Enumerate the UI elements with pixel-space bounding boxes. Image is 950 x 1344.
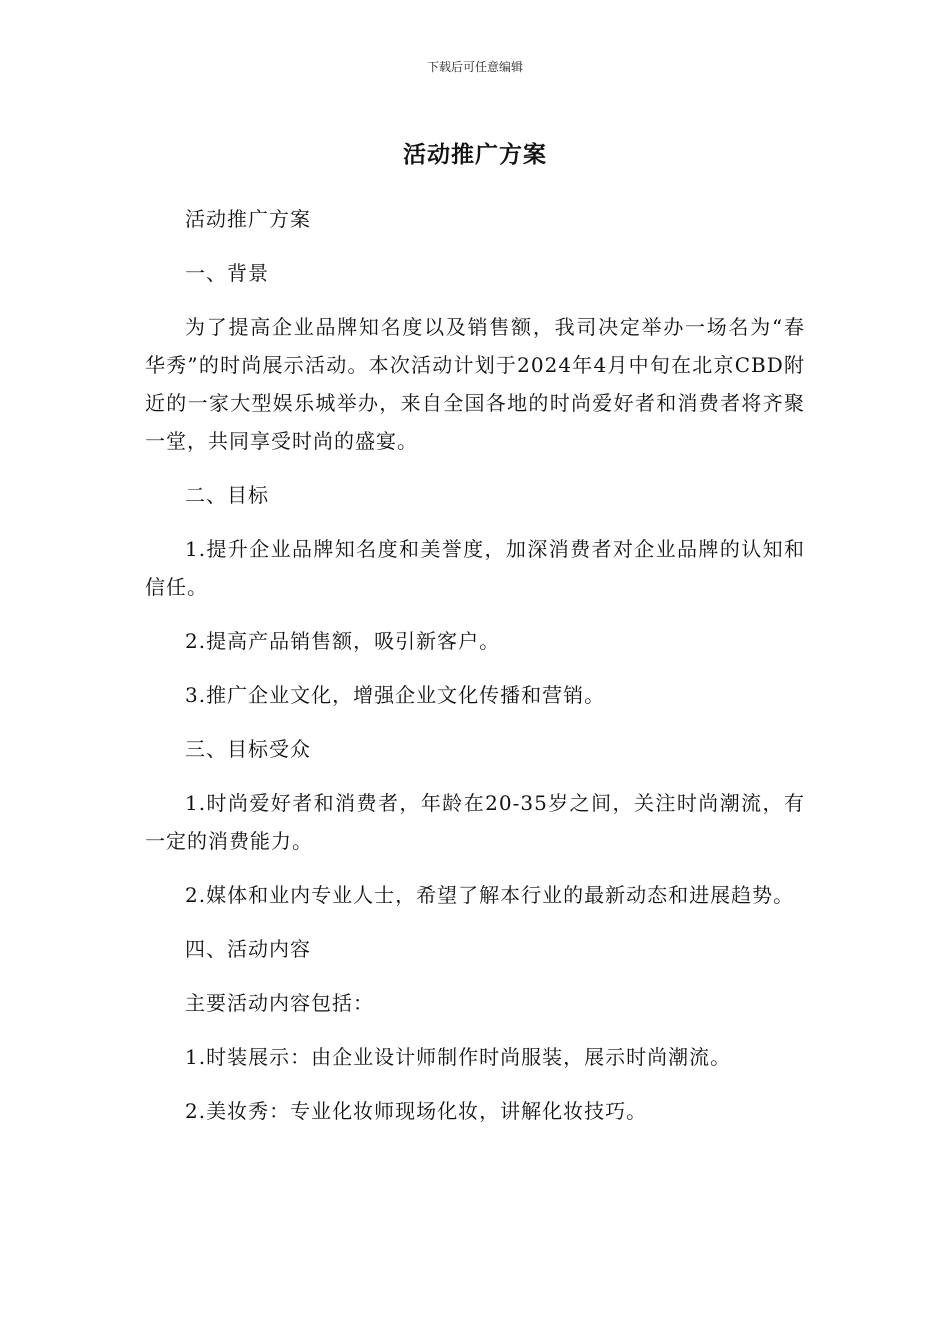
content-intro: 主要活动内容包括：: [185, 991, 374, 1015]
header-note: 下载后可任意编辑: [426, 60, 523, 74]
section-heading-goals: 二、目标: [185, 483, 269, 507]
content-item-2: 2.美妆秀：专业化妆师现场化妆，讲解化妆技巧。: [185, 1099, 648, 1123]
content-item-1: 1.时装展示：由企业设计师制作时尚服装，展示时尚潮流。: [185, 1045, 732, 1069]
paragraph-subtitle: 活动推广方案: [185, 207, 311, 231]
goal-item-1: 1.提升企业品牌知名度和美誉度，加深消费者对企业品牌的认知和信任。: [145, 537, 805, 599]
document-title: 活动推广方案: [403, 142, 547, 168]
section-heading-content: 四、活动内容: [185, 937, 311, 961]
goal-item-2: 2.提高产品销售额，吸引新客户。: [185, 629, 501, 653]
audience-item-1: 1.时尚爱好者和消费者，年龄在20-35岁之间，关注时尚潮流，有一定的消费能力。: [145, 791, 805, 853]
audience-item-2: 2.媒体和业内专业人士，希望了解本行业的最新动态和进展趋势。: [185, 883, 795, 907]
goal-item-3: 3.推广企业文化，增强企业文化传播和营销。: [185, 683, 606, 707]
paragraph-background: 为了提高企业品牌知名度以及销售额，我司决定举办一场名为“春华秀”的时尚展示活动。本次活动计划于2024年4月中旬在北京CBD附近的一家大型娱乐城举办，来自全国各地的时尚爱好者和消费者将齐聚一堂，共同享受时尚的盛宴。: [145, 315, 805, 453]
section-heading-background: 一、背景: [185, 261, 269, 285]
section-heading-audience: 三、目标受众: [185, 737, 311, 761]
document-body: [145, 200, 805, 1146]
